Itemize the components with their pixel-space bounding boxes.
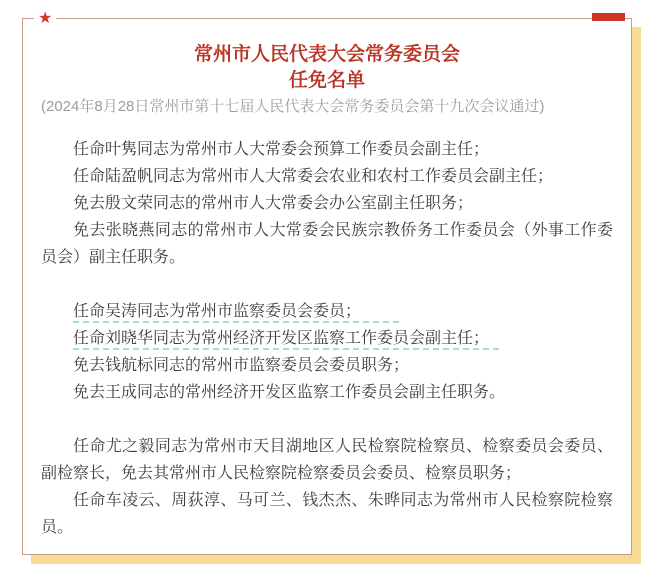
paragraph-text: 免去钱航标同志的常州市监察委员会委员职务； <box>73 357 410 374</box>
paragraph-text: 任命车凌云、周荻淳、马可兰、钱杰杰、朱晔同志为常州市人民检察院检察员。 <box>41 492 613 536</box>
paragraph-text: 免去王成同志的常州经济开发区监察工作委员会副主任职务。 <box>73 384 506 401</box>
paragraph-text: 任命叶隽同志为常州市人大常委会预算工作委员会副主任； <box>73 141 490 158</box>
paragraph-block-renda <box>41 136 613 271</box>
paragraph-text: 免去张晓燕同志的常州市人大常委会民族宗教侨务工作委员会（外事工作委员会）副主任职务。 <box>41 222 613 266</box>
appointment-paragraph <box>41 298 613 325</box>
appointment-paragraph <box>41 163 613 190</box>
star-icon: ★ <box>34 8 56 29</box>
dismissal-paragraph <box>41 217 613 271</box>
title-line-1: 常州市人民代表大会常务委员会 <box>193 44 460 65</box>
paragraph-text: 任命陆盈帆同志为常州市人大常委会农业和农村工作委员会副主任； <box>73 168 554 185</box>
dismissal-paragraph <box>41 352 613 379</box>
document-title <box>23 42 631 94</box>
appointment-paragraph <box>41 325 613 352</box>
paragraph-text: 免去殷文荣同志的常州市人大常委会办公室副主任职务； <box>73 195 474 212</box>
document-body <box>23 136 631 541</box>
red-bar-decoration <box>592 13 625 21</box>
paragraph-block-jiancha <box>41 298 613 406</box>
title-line-2: 任免名单 <box>288 70 365 91</box>
appointment-paragraph <box>41 433 613 487</box>
paragraph-text: 任命尤之毅同志为常州市天目湖地区人民检察院检察员、检察委员会委员、副检察长，免去其常州市人民检察院检察委员会委员、检察员职务； <box>41 438 613 482</box>
appointment-paragraph <box>41 487 613 541</box>
appointment-paragraph <box>41 136 613 163</box>
paragraph-text-underlined: 任命吴涛同志为常州市监察委员会委员； <box>73 303 399 323</box>
paragraph-text-underlined: 任命刘晓华同志为常州经济开发区监察工作委员会副主任； <box>73 330 499 350</box>
dismissal-paragraph <box>41 190 613 217</box>
announcement-card <box>22 10 632 555</box>
dismissal-paragraph <box>41 379 613 406</box>
paragraph-block-jianchayuan <box>41 433 613 541</box>
meeting-date-line: (2024年8月28日常州市第十七届人民代表大会常务委员会第十九次会议通过) <box>41 98 545 115</box>
